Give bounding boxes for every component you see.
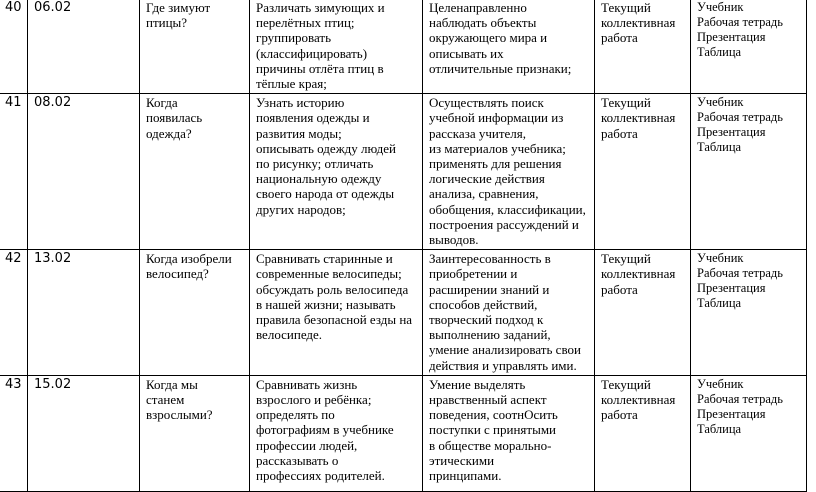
resources [691,94,807,250]
lesson-date: 13.02 [28,250,140,376]
control-form-text: Текущий коллективная работа [601,95,676,141]
lesson-topic-text: Когда мы станем взрослыми? [146,376,213,423]
meta-results [423,94,595,250]
lesson-topic-text: Где зимуют птицы? [146,0,211,31]
lesson-date: 15.02 [28,375,140,491]
resources [691,375,807,491]
meta-results [423,375,595,491]
control-form [595,375,691,491]
subject-results-text: Различать зимующих и перелётных птиц; группировать (классифицировать) причины отлёта птиц в тёплые края; [256,0,385,92]
resources-text: Учебник Рабочая тетрадь Презентация Таблица [697,376,783,436]
subject-results [250,375,423,491]
table-row [0,250,807,376]
control-form-text: Текущий коллективная работа [601,376,676,423]
control-form-text: Текущий коллективная работа [601,0,676,46]
resources [691,0,807,94]
lesson-number: 42 [0,250,28,376]
resources-text: Учебник Рабочая тетрадь Презентация Таблица [697,251,783,311]
lesson-topic [140,0,250,94]
lesson-topic-text: Когда изобрели велосипед? [146,251,232,282]
lesson-topic-text: Когда появилась одежда? [146,95,203,141]
meta-results-text: Умение выделять нравственный аспект поведения, соотнОсить поступки с принятыми в обществе морально- этическими принципами. [429,376,558,484]
resources [691,250,807,376]
subject-results [250,0,423,94]
resources-text: Учебник Рабочая тетрадь Презентация Таблица [697,0,783,59]
lesson-date: 08.02 [28,94,140,250]
lesson-topic [140,250,250,376]
meta-results [423,250,595,376]
subject-results-text: Сравнивать старинные и современные велосипеды; обсуждать роль велосипеда в нашей жизни; называть правила безопасной езды на велосипеде. [256,251,413,343]
lesson-number: 43 [0,375,28,491]
control-form [595,0,691,94]
lesson-number: 41 [0,94,28,250]
meta-results-text: Заинтересованность в приобретении и расширении знаний и способов действий, творческий подход к выполнению заданий, умение анализировать свои действия и управлять ими. [429,251,581,373]
lesson-topic [140,94,250,250]
table-row [0,94,807,250]
control-form [595,250,691,376]
subject-results-text: Узнать историю появления одежды и развития моды; описывать одежду людей по рисунку; отличать национальную одежду своего народа от одежды других народов; [256,95,396,217]
meta-results-text: Целенаправленно наблюдать объекты окружающего мира и описывать их отличительные признаки; [429,0,572,76]
table-row [0,375,807,491]
table-row [0,0,807,94]
subject-results [250,250,423,376]
meta-results-text: Осуществлять поиск учебной информации из рассказа учителя, из материалов учебника; применять для решения логические действия анализа, сравнения, обобщения, классификации, построения рассуждений и выводов. [429,95,586,248]
subject-results [250,94,423,250]
subject-results-text: Сравнивать жизнь взрослого и ребёнка; определять по фотографиям в учебнике профессии людей, рассказывать о профессиях родителей. [256,376,394,484]
meta-results [423,0,595,94]
lesson-date: 06.02 [28,0,140,94]
control-form-text: Текущий коллективная работа [601,251,676,297]
control-form [595,94,691,250]
resources-text: Учебник Рабочая тетрадь Презентация Таблица [697,95,783,155]
lesson-number: 40 [0,0,28,94]
lesson-topic [140,375,250,491]
